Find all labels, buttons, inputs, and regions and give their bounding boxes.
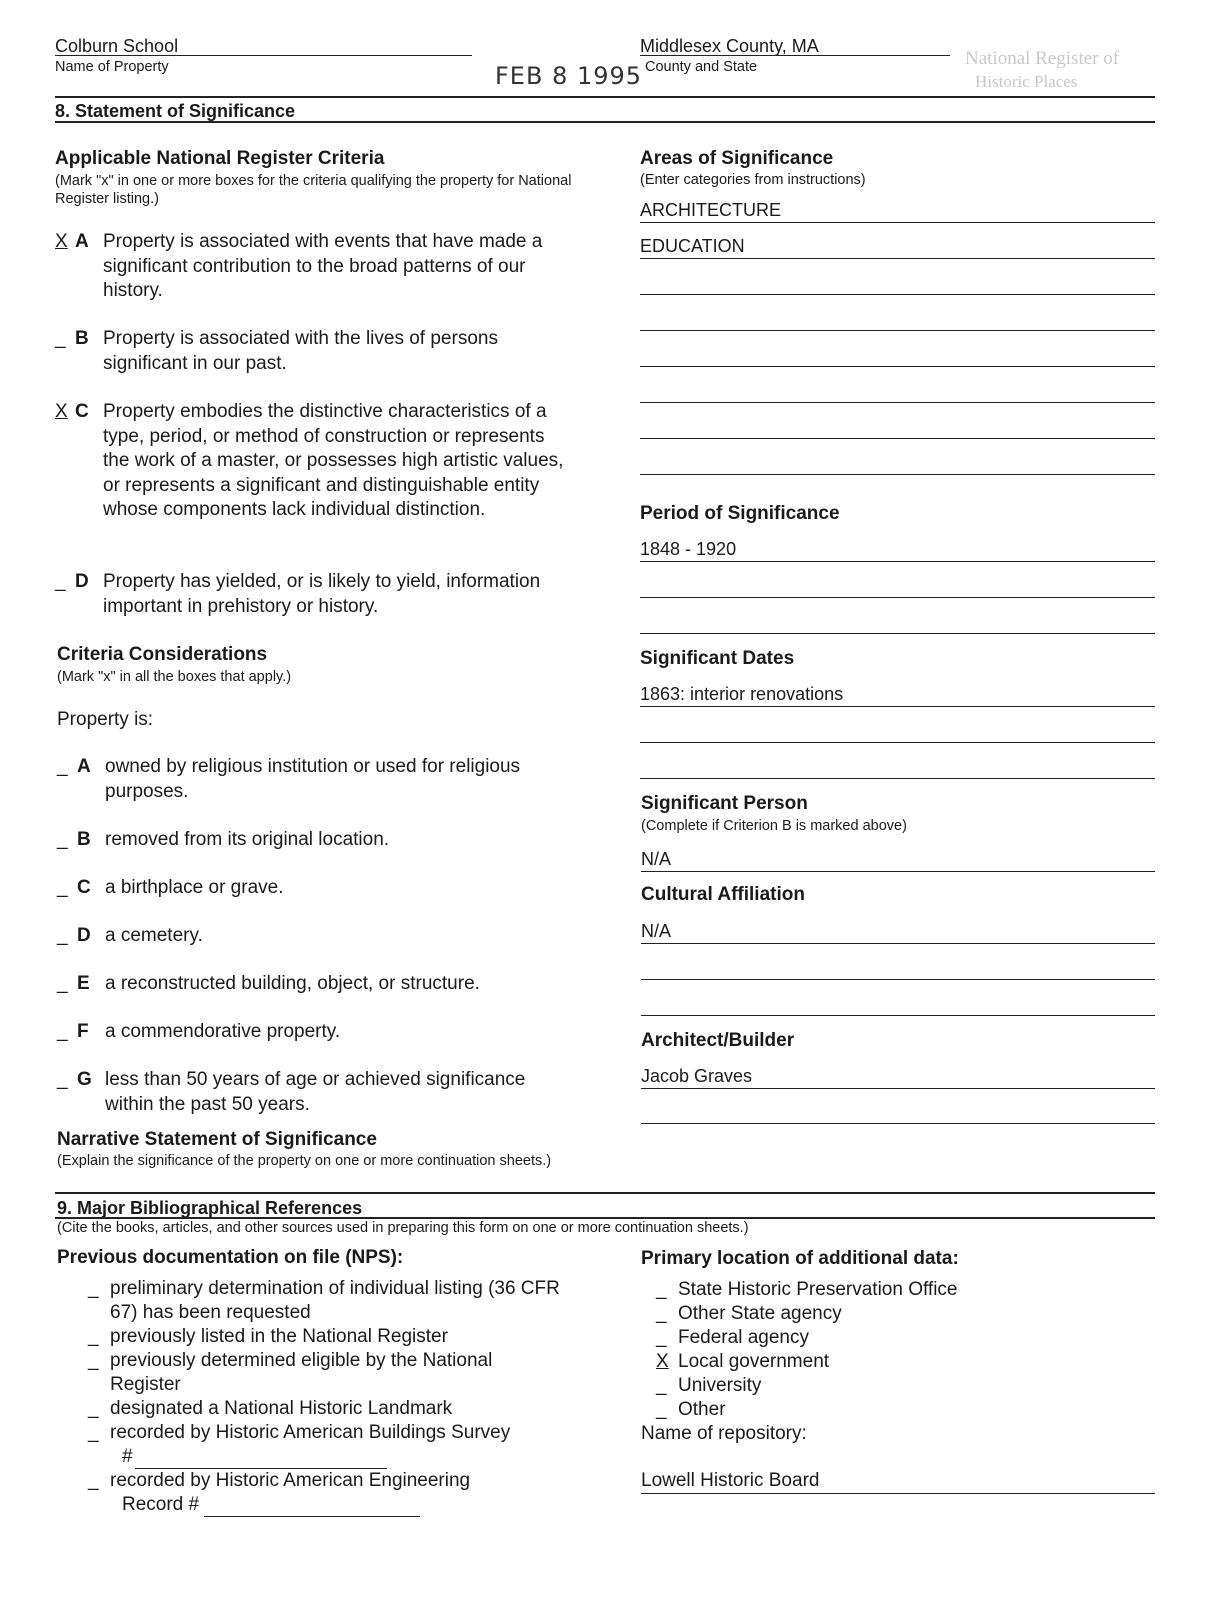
consideration-g — [57, 1068, 577, 1117]
area-field-4[interactable] — [640, 307, 1155, 331]
criterion-a-checkbox[interactable]: X — [55, 231, 68, 252]
primary-location-1-checkbox[interactable]: _ — [656, 1279, 667, 1300]
watermark-line-1: National Register of — [965, 48, 1120, 69]
period-field-1[interactable]: 1848 - 1920 — [640, 538, 1155, 562]
repository-label: Name of repository: — [641, 1423, 807, 1444]
criterion-b-letter: B — [75, 328, 89, 349]
previous-doc-4-text: designated a National Historic Landmark — [110, 1398, 453, 1419]
criterion-a-text: Property is associated with events that have made a significant contribution to the broad patterns of our history. — [103, 231, 543, 301]
primary-location-item-5 — [656, 1374, 761, 1398]
areas-note: (Enter categories from instructions) — [640, 172, 866, 188]
person-title: Significant Person — [641, 793, 808, 814]
received-date-stamp: FEB 8 1995 — [495, 62, 643, 90]
narrative-title: Narrative Statement of Significance — [57, 1129, 377, 1150]
consideration-g-text: less than 50 years of age or achieved significance within the past 50 years. — [105, 1069, 526, 1115]
criterion-b — [55, 327, 575, 376]
previous-doc-4-checkbox[interactable]: _ — [88, 1398, 99, 1419]
section-8-heading: 8. Statement of Significance — [55, 101, 296, 121]
primary-location-6-text: Other — [678, 1399, 726, 1420]
consideration-a-letter: A — [77, 756, 91, 777]
criterion-c-text: Property embodies the distinctive characteristics of a type, period, or method of construction or represents the work of a master, or possesses high artistic values, or represents a significant and distinguishable entity whose components lack individual distinction. — [103, 401, 564, 520]
consideration-f-letter: F — [77, 1021, 89, 1042]
county-state: Middlesex County, MA — [640, 36, 819, 56]
consideration-b — [57, 828, 577, 853]
property-name-label: Name of Property — [55, 59, 169, 75]
previous-doc-3-text: previously determined eligible by the National Register — [110, 1350, 493, 1395]
previous-doc-3-checkbox[interactable]: _ — [88, 1350, 99, 1371]
previous-doc-6-checkbox[interactable]: _ — [88, 1470, 99, 1491]
previous-doc-1-text: preliminary determination of individual listing (36 CFR 67) has been requested — [110, 1278, 560, 1323]
consideration-e — [57, 972, 577, 997]
repository-field[interactable]: Lowell Historic Board — [641, 1470, 1155, 1494]
criterion-a — [55, 230, 575, 304]
consideration-e-checkbox[interactable]: _ — [57, 973, 68, 994]
areas-title: Areas of Significance — [640, 148, 834, 169]
previous-doc-item-5 — [88, 1421, 568, 1445]
primary-location-item-1 — [656, 1278, 957, 1302]
previous-doc-title: Previous documentation on file (NPS): — [57, 1247, 404, 1268]
affiliation-field-3[interactable] — [641, 992, 1155, 1016]
section-8-bottom-rule — [55, 121, 1155, 123]
primary-location-3-checkbox[interactable]: _ — [656, 1327, 667, 1348]
area-field-6[interactable] — [640, 379, 1155, 403]
affiliation-field-2[interactable] — [641, 956, 1155, 980]
consideration-b-checkbox[interactable]: _ — [57, 829, 68, 850]
previous-doc-5-checkbox[interactable]: _ — [88, 1422, 99, 1443]
consideration-e-letter: E — [77, 973, 90, 994]
period-field-2[interactable] — [640, 574, 1155, 598]
considerations-note: (Mark "x" in all the boxes that apply.) — [57, 669, 292, 685]
primary-location-2-checkbox[interactable]: _ — [656, 1303, 667, 1324]
dates-field-1[interactable]: 1863: interior renovations — [640, 683, 1155, 707]
criterion-a-letter: A — [75, 231, 89, 252]
previous-doc-item-3 — [88, 1349, 558, 1397]
consideration-a-text: owned by religious institution or used for religious purposes. — [105, 756, 521, 802]
primary-location-title: Primary location of additional data: — [641, 1248, 959, 1269]
criterion-d-letter: D — [75, 571, 89, 592]
primary-location-item-3 — [656, 1326, 809, 1350]
previous-doc-item-6 — [88, 1469, 568, 1493]
criterion-d — [55, 570, 575, 619]
criterion-b-checkbox[interactable]: _ — [55, 328, 66, 349]
property-name-line — [55, 55, 472, 56]
primary-location-5-checkbox[interactable]: _ — [656, 1375, 667, 1396]
previous-doc-6-text: recorded by Historic American Engineering — [110, 1470, 471, 1491]
section-9-heading: 9. Major Bibliographical References — [57, 1198, 363, 1218]
property-name: Colburn School — [55, 36, 179, 56]
consideration-a — [57, 755, 577, 804]
previous-doc-item-4 — [88, 1397, 568, 1421]
consideration-a-checkbox[interactable]: _ — [57, 756, 68, 777]
narrative-note: (Explain the significance of the property on one or more continuation sheets.) — [57, 1153, 552, 1169]
criterion-d-checkbox[interactable]: _ — [55, 571, 66, 592]
consideration-d — [57, 924, 577, 949]
area-field-1[interactable]: ARCHITECTURE — [640, 199, 1155, 223]
dates-title: Significant Dates — [640, 648, 795, 669]
primary-location-2-text: Other State agency — [678, 1303, 842, 1324]
primary-location-6-checkbox[interactable]: _ — [656, 1399, 667, 1420]
consideration-d-text: a cemetery. — [105, 925, 203, 946]
previous-doc-2-checkbox[interactable]: _ — [88, 1326, 99, 1347]
consideration-c — [57, 876, 577, 901]
area-field-3[interactable] — [640, 271, 1155, 295]
consideration-c-letter: C — [77, 877, 91, 898]
consideration-d-checkbox[interactable]: _ — [57, 925, 68, 946]
area-field-5[interactable] — [640, 343, 1155, 367]
primary-location-item-6 — [656, 1398, 726, 1422]
primary-location-1-text: State Historic Preservation Office — [678, 1279, 958, 1300]
consideration-g-letter: G — [77, 1069, 92, 1090]
primary-location-3-text: Federal agency — [678, 1327, 809, 1348]
previous-doc-2-text: previously listed in the National Register — [110, 1326, 448, 1347]
consideration-b-text: removed from its original location. — [105, 829, 390, 850]
area-field-2[interactable]: EDUCATION — [640, 235, 1155, 259]
consideration-d-letter: D — [77, 925, 91, 946]
criterion-c-checkbox[interactable]: X — [55, 401, 68, 422]
criteria-title: Applicable National Register Criteria — [55, 148, 385, 169]
consideration-c-checkbox[interactable]: _ — [57, 877, 68, 898]
consideration-e-text: a reconstructed building, object, or structure. — [105, 973, 480, 994]
consideration-c-text: a birthplace or grave. — [105, 877, 284, 898]
period-title: Period of Significance — [640, 503, 840, 524]
period-field-3[interactable] — [640, 610, 1155, 634]
previous-doc-1-checkbox[interactable]: _ — [88, 1278, 99, 1299]
haer-record-label: Record # — [122, 1494, 200, 1515]
consideration-f-checkbox[interactable]: _ — [57, 1021, 68, 1042]
primary-location-item-4 — [656, 1350, 829, 1374]
consideration-f — [57, 1020, 577, 1045]
watermark-line-2: Historic Places — [975, 72, 1078, 91]
dates-field-2[interactable] — [640, 719, 1155, 743]
section-9-top-rule — [55, 1192, 1155, 1194]
consideration-f-text: a commendorative property. — [105, 1021, 341, 1042]
previous-doc-item-1 — [88, 1277, 568, 1325]
dates-field-3[interactable] — [640, 755, 1155, 779]
criterion-b-text: Property is associated with the lives of persons significant in our past. — [103, 328, 498, 374]
county-state-line — [640, 55, 950, 56]
previous-doc-item-2 — [88, 1325, 568, 1349]
primary-location-item-2 — [656, 1302, 842, 1326]
county-state-label: County and State — [645, 59, 758, 75]
criterion-c-letter: C — [75, 401, 89, 422]
considerations-title: Criteria Considerations — [57, 644, 268, 665]
criteria-note: (Mark "x" in one or more boxes for the criteria qualifying the property for National Register listing.) — [55, 173, 572, 207]
area-field-7[interactable] — [640, 415, 1155, 439]
haer-record-line[interactable] — [204, 1516, 420, 1517]
person-field[interactable]: N/A — [641, 848, 1155, 872]
section-9-note: (Cite the books, articles, and other sources used in preparing this form on one or more continuation sheets.) — [57, 1220, 749, 1236]
criterion-d-text: Property has yielded, or is likely to yield, information important in prehistory or history. — [103, 571, 541, 617]
criterion-c — [55, 400, 575, 523]
architect-title: Architect/Builder — [641, 1030, 795, 1051]
area-field-8[interactable] — [640, 451, 1155, 475]
primary-location-4-text: Local government — [678, 1351, 830, 1372]
consideration-g-checkbox[interactable]: _ — [57, 1069, 68, 1090]
previous-doc-5-text: recorded by Historic American Buildings Survey — [110, 1422, 511, 1443]
habs-number-label: # — [122, 1446, 133, 1467]
section-8-top-rule — [55, 96, 1155, 98]
person-note: (Complete if Criterion B is marked above) — [641, 818, 907, 834]
primary-location-4-checkbox[interactable]: X — [656, 1351, 669, 1372]
architect-field-2[interactable] — [641, 1100, 1155, 1124]
affiliation-field-1[interactable]: N/A — [641, 920, 1155, 944]
affiliation-title: Cultural Affiliation — [641, 884, 805, 905]
architect-field-1[interactable]: Jacob Graves — [641, 1065, 1155, 1089]
property-is-label: Property is: — [57, 709, 154, 730]
consideration-b-letter: B — [77, 829, 91, 850]
primary-location-5-text: University — [678, 1375, 762, 1396]
